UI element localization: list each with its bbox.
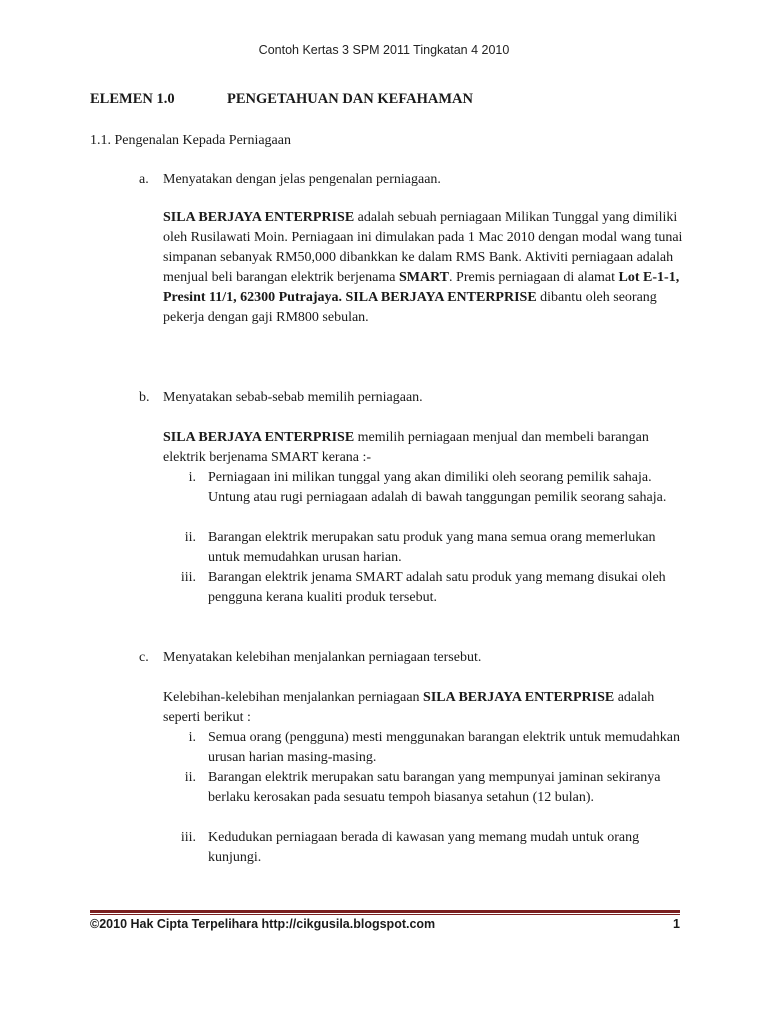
page-header: Contoh Kertas 3 SPM 2011 Tingkatan 4 2010 (258, 43, 510, 57)
list-number: iii. (180, 830, 196, 845)
item-a-paragraph: SILA BERJAYA ENTERPRISE adalah sebuah perniagaan Milikan Tunggal yang dimiliki oleh Rusilawati Moin. Perniagaan ini dimulakan pada 1 Mac 2010 dengan modal wang tunai simpanan sebanyak RM50,000 dibankkan ke dalam RMS Bank. Aktiviti perniagaan adalah menjual beli barangan elektrik berjenama SMART. Premis perniagaan di alamat Lot E-1-1, Presint 11/1, 62300 Putrajaya. SILA BERJAYA ENTERPRISE dibantu oleh seorang pekerja dengan gaji RM800 sebulan. (163, 210, 683, 325)
item-a-letter: a. (139, 172, 149, 187)
footer-copyright: ©2010 Hak Cipta Terpelihara http://cikgusila.blogspot.com (90, 917, 436, 931)
list-number: i. (188, 470, 196, 485)
item-b-intro: SILA BERJAYA ENTERPRISE memilih perniagaan menjual dan membeli barangan elektrik berjenama SMART kerana :- (163, 430, 649, 465)
item-b-heading: Menyatakan sebab-sebab memilih perniagaan. (163, 390, 423, 405)
list-number: ii. (184, 530, 196, 545)
page-number: 1 (673, 917, 680, 931)
list-item: Perniagaan ini milikan tunggal yang akan dimiliki oleh seorang pemilik sahaja. Untung atau rugi perniagaan adalah di bawah tanggungan pemilik seorang sahaja. (208, 470, 667, 505)
item-c-letter: c. (139, 650, 149, 665)
list-item: Barangan elektrik jenama SMART adalah satu produk yang memang disukai oleh pengguna kerana kualiti produk tersebut. (208, 570, 666, 605)
footer-rule-thin (90, 914, 680, 915)
item-c-heading: Menyatakan kelebihan menjalankan perniagaan tersebut. (163, 650, 482, 665)
elemen-label: ELEMEN 1.0 (90, 91, 175, 107)
list-item: Barangan elektrik merupakan satu produk yang mana semua orang memerlukan untuk memudahkan urusan harian. (208, 530, 656, 565)
list-item: Semua orang (pengguna) mesti menggunakan barangan elektrik untuk memudahkan urusan harian masing-masing. (208, 730, 680, 765)
list-number: iii. (180, 570, 196, 585)
company-name: SILA BERJAYA ENTERPRISE (163, 210, 355, 225)
item-b-letter: b. (139, 390, 150, 405)
business-address: Lot E-1-1, Presint 11/1, 62300 Putrajaya. SILA BERJAYA ENTERPRISE (163, 270, 680, 305)
footer-rule (90, 910, 680, 913)
item-a-heading: Menyatakan dengan jelas pengenalan perniagaan. (163, 172, 441, 187)
list-number: ii. (184, 770, 196, 785)
list-number: i. (188, 730, 196, 745)
item-c-intro: Kelebihan-kelebihan menjalankan perniagaan SILA BERJAYA ENTERPRISE adalah seperti berikut : (163, 690, 655, 725)
subsection-heading: 1.1. Pengenalan Kepada Perniagaan (90, 133, 291, 148)
list-item: Kedudukan perniagaan berada di kawasan yang memang mudah untuk orang kunjungi. (208, 830, 640, 865)
elemen-title: PENGETAHUAN DAN KEFAHAMAN (227, 91, 473, 107)
list-item: Barangan elektrik merupakan satu barangan yang mempunyai jaminan sekiranya berlaku kerosakan pada sesuatu tempoh biasanya setahun (12 bulan). (208, 770, 661, 805)
